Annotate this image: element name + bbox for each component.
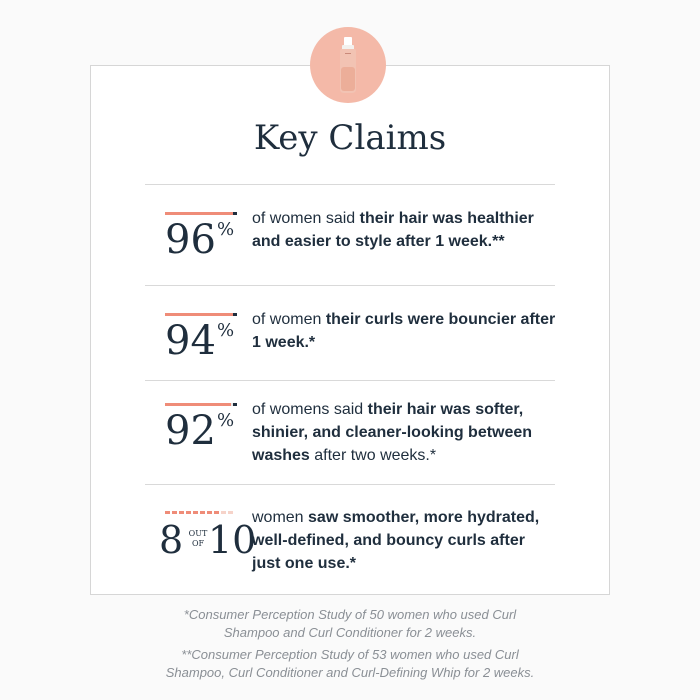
ratio-denominator: 10 (208, 518, 257, 562)
footnote (0, 606, 700, 642)
footnote-line: Shampoo, Curl Conditioner and Curl-Defining Whip for 2 weeks. (165, 665, 535, 680)
progress-fill (165, 403, 231, 406)
percent-sign: % (217, 410, 235, 431)
claim-text-bold: saw smoother, more hydrated, well-defined, and bouncy curls after just one use.* (252, 509, 540, 572)
footnote-line: *Consumer Perception Study of 50 women who used Curl (183, 607, 517, 622)
ratio-dot (200, 511, 205, 514)
ratio-dot (186, 511, 191, 514)
progress-bar (165, 403, 237, 406)
claim-percentage: 96 (165, 217, 216, 263)
claim-text-regular: after two weeks.* (309, 447, 437, 464)
claim-percentage: 92 (165, 408, 216, 454)
product-badge (310, 27, 386, 103)
claim-text (252, 207, 557, 253)
divider (145, 184, 555, 185)
out-of-label (187, 529, 209, 549)
out-label: OUT (188, 529, 208, 538)
ratio-dot (165, 511, 170, 514)
of-label: OF (191, 539, 205, 548)
percent-sign: % (217, 219, 235, 240)
ratio-dot (221, 511, 226, 514)
ratio-numerator: 8 (159, 518, 184, 562)
claim-text-regular: of womens said (252, 401, 368, 418)
claim-percentage: 94 (165, 318, 216, 364)
progress-fill (165, 212, 234, 215)
progress-bar (165, 212, 237, 215)
progress-bar (165, 313, 237, 316)
footnote-line: **Consumer Perception Study of 53 women who used Curl (181, 647, 519, 662)
claim-text-bold: their hair was softer, shinier, and cleaner-looking between washes (252, 401, 533, 464)
ratio-dots (165, 511, 241, 515)
divider (145, 484, 555, 485)
ratio-dot (193, 511, 198, 514)
claim-text-bold: their curls were bouncier after 1 week.* (252, 311, 556, 351)
ratio-dot (214, 511, 219, 514)
progress-cap (233, 313, 237, 316)
claim-text-regular: women (252, 509, 309, 526)
divider (145, 285, 555, 286)
claim-text-regular: of women (252, 311, 326, 328)
claim-text-bold: their hair was healthier and easier to style after 1 week.** (252, 210, 534, 250)
ratio-dot (207, 511, 212, 514)
divider (145, 380, 555, 381)
ratio-dot (172, 511, 177, 514)
ratio-dot (228, 511, 233, 514)
product-bottle-icon (336, 37, 360, 93)
claim-text (252, 398, 557, 467)
claim-text (252, 506, 557, 575)
footnote (0, 646, 700, 682)
claim-text (252, 308, 557, 354)
progress-fill (165, 313, 233, 316)
progress-cap (233, 212, 237, 215)
progress-cap (233, 403, 237, 406)
ratio-dot (179, 511, 184, 514)
claim-text-regular: of women said (252, 210, 360, 227)
page-title: Key Claims (253, 118, 447, 158)
footnote-line: Shampoo and Curl Conditioner for 2 weeks. (223, 625, 477, 640)
percent-sign: % (217, 320, 235, 341)
